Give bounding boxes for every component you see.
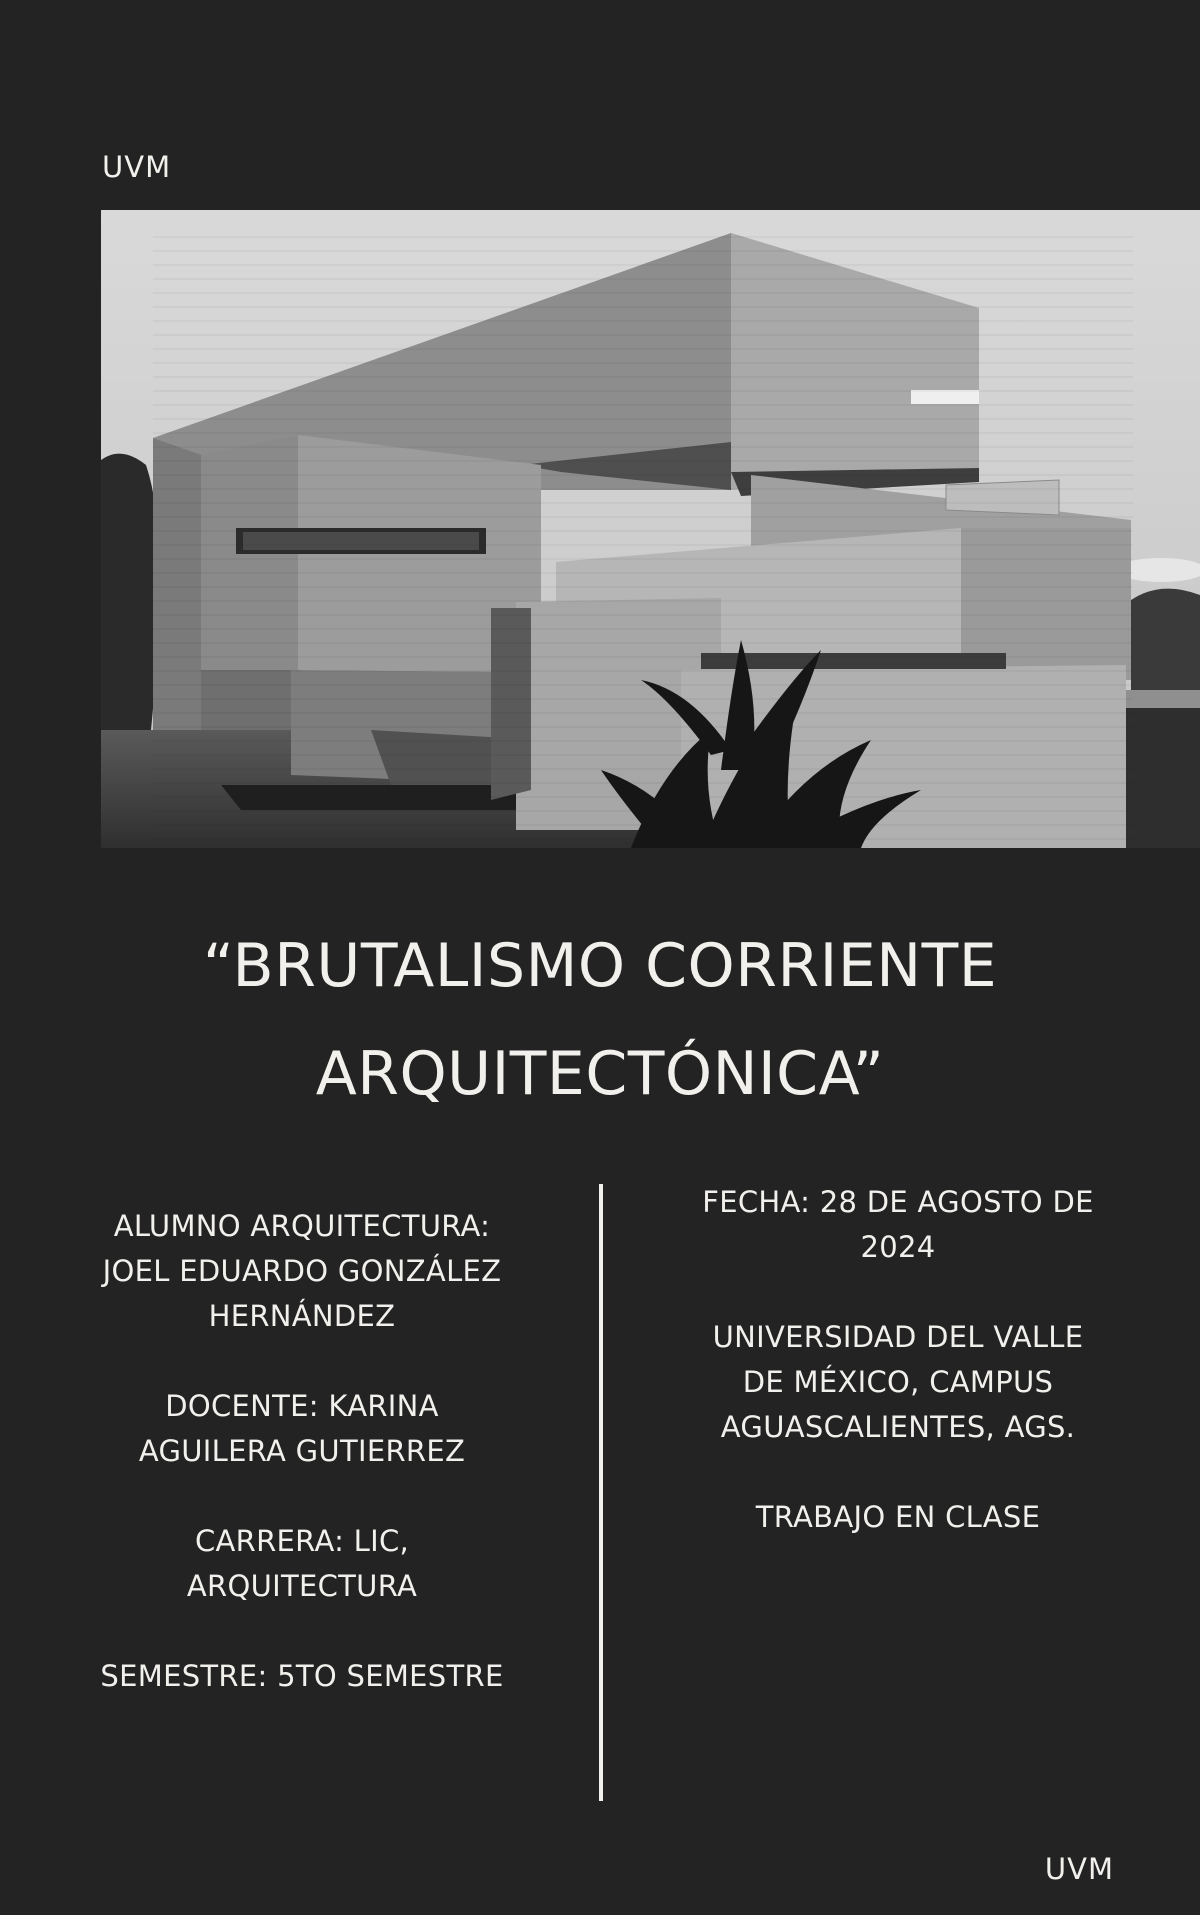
column-divider	[599, 1184, 603, 1801]
title-line-1: “BRUTALISMO CORRIENTE	[202, 931, 998, 1001]
semester-text: SEMESTRE: 5TO SEMESTRE	[100, 1659, 504, 1693]
student-line-2: JOEL EDUARDO GONZÁLEZ	[102, 1254, 502, 1288]
student-line-3: HERNÁNDEZ	[208, 1299, 396, 1333]
student-line-1: ALUMNO ARQUITECTURA:	[113, 1209, 491, 1243]
student-info-column	[52, 1204, 552, 1744]
university-line-3: AGUASCALIENTES, AGS.	[720, 1410, 1076, 1444]
career-line-1: CARRERA: LIC,	[194, 1524, 410, 1558]
university-block	[648, 1315, 1148, 1450]
date-block	[648, 1180, 1148, 1270]
date-line-1: FECHA: 28 DE AGOSTO DE	[702, 1185, 1094, 1219]
university-line-2: DE MÉXICO, CAMPUS	[742, 1365, 1054, 1399]
career-block	[52, 1519, 552, 1609]
semester-block	[52, 1654, 552, 1699]
cover-photo	[101, 210, 1200, 848]
brand-top: UVM	[102, 150, 172, 184]
career-line-2: ARQUITECTURA	[186, 1569, 418, 1603]
student-block	[52, 1204, 552, 1339]
teacher-block	[52, 1384, 552, 1474]
work-type-block	[648, 1495, 1148, 1540]
title-line-2: ARQUITECTÓNICA”	[315, 1039, 885, 1109]
course-info-column	[648, 1180, 1148, 1585]
teacher-line-1: DOCENTE: KARINA	[165, 1389, 439, 1423]
brand-bottom: UVM	[1044, 1852, 1114, 1886]
brutalist-building-photo-icon	[101, 210, 1200, 848]
university-line-1: UNIVERSIDAD DEL VALLE	[712, 1320, 1084, 1354]
date-line-2: 2024	[860, 1230, 936, 1264]
document-title	[0, 912, 1200, 1128]
teacher-line-2: AGUILERA GUTIERREZ	[138, 1434, 466, 1468]
work-type-text: TRABAJO EN CLASE	[755, 1500, 1041, 1534]
